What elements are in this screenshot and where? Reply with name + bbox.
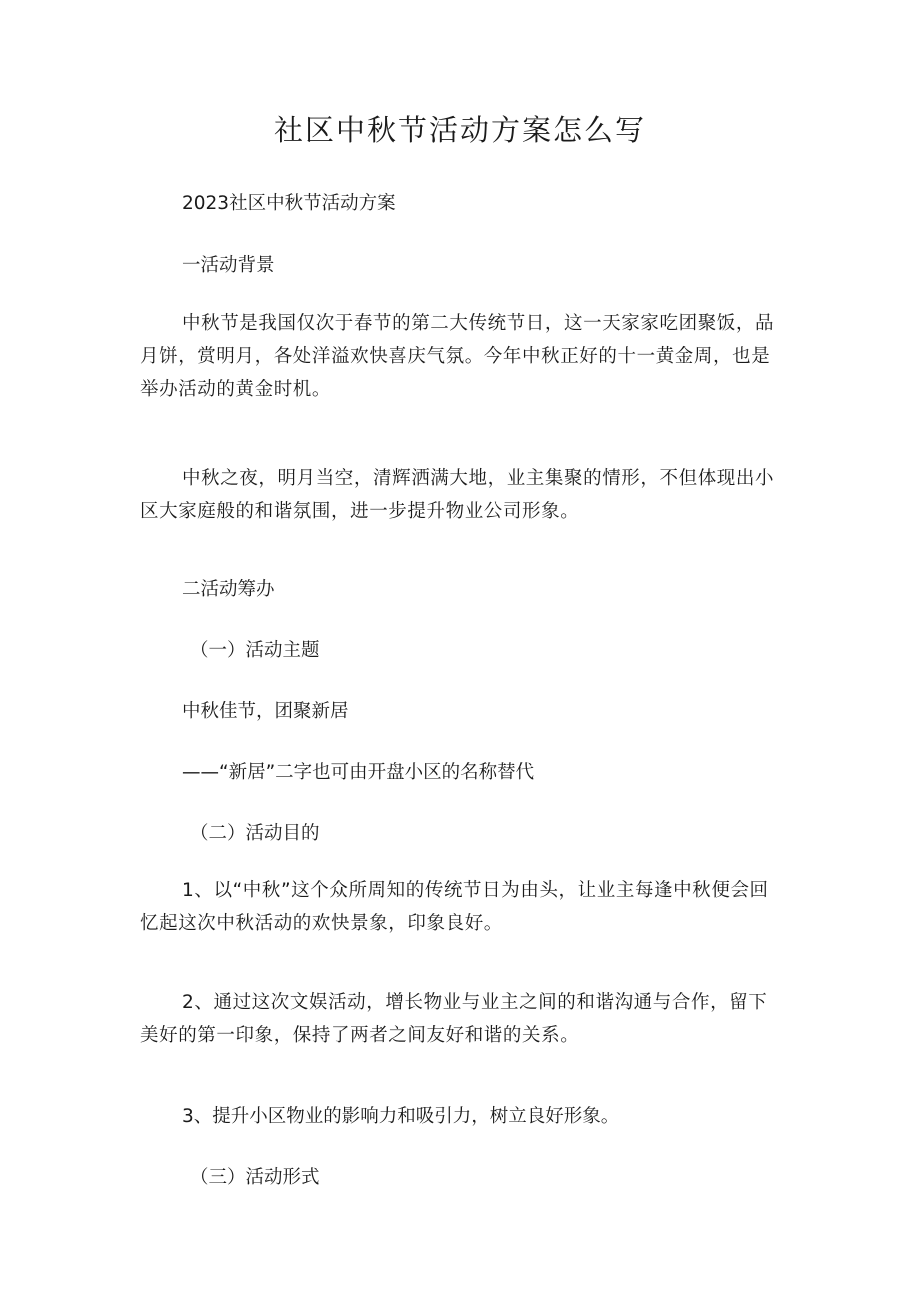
- document-title: 社区中秋节活动方案怎么写: [273, 113, 646, 147]
- theme-text: 中秋佳节，团聚新居: [182, 701, 349, 722]
- section-heading-organization: 二活动筹办: [182, 579, 275, 600]
- subsection-heading-theme: （一）活动主题: [190, 640, 320, 661]
- paragraph-background-2: 中秋之夜，明月当空，清辉洒满大地，业主集聚的情形，不但体现出小区大家庭般的和谐氛围，进一步提升物业公司形象。: [140, 468, 775, 522]
- goal-item-2: 2、通过这次文娱活动，增长物业与业主之间的和谐沟通与合作，留下美好的第一印象，保持了两者之间友好和谐的关系。: [140, 992, 768, 1046]
- section-heading-background: 一活动背景: [182, 255, 275, 276]
- theme-note: ——“新居”二字也可由开盘小区的名称替代: [182, 762, 535, 783]
- goal-item-3: 3、提升小区物业的影响力和吸引力，树立良好形象。: [182, 1106, 620, 1127]
- subsection-heading-format: （三）活动形式: [190, 1167, 320, 1188]
- subsection-heading-goals: （二）活动目的: [190, 823, 320, 844]
- goal-item-1: 1、以“中秋”这个众所周知的传统节日为由头，让业主每逢中秋便会回忆起这次中秋活动的欢快景象，印象良好。: [140, 880, 769, 934]
- paragraph-background-1: 中秋节是我国仅次于春节的第二大传统节日，这一天家家吃团聚饭，品月饼，赏明月，各处洋溢欢快喜庆气氛。今年中秋正好的十一黄金周，也是举办活动的黄金时机。: [140, 313, 775, 400]
- document-subtitle: 2023社区中秋节活动方案: [182, 193, 396, 214]
